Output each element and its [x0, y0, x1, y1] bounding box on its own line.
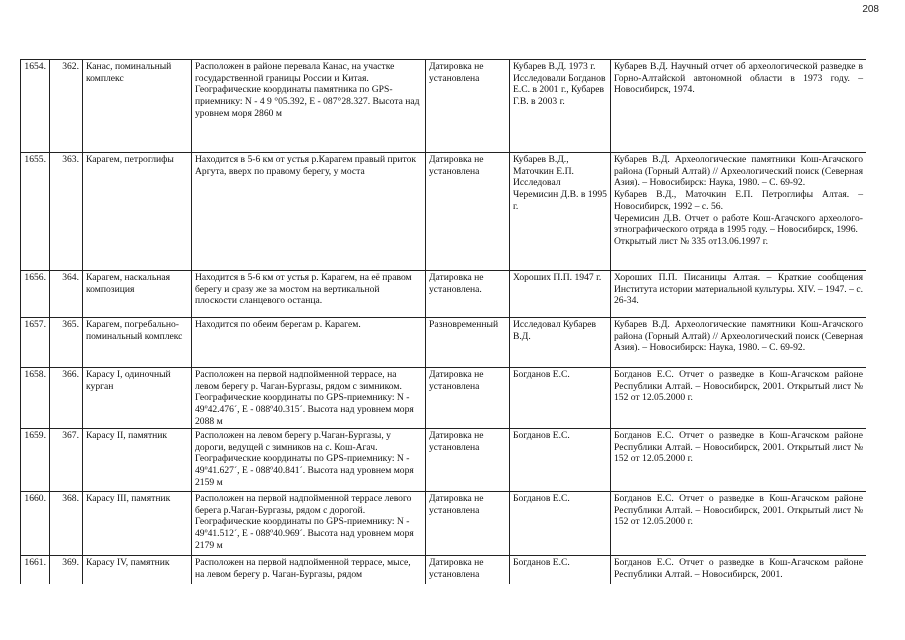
table-row: [21, 271, 867, 318]
references-cell: [611, 429, 867, 492]
local-number-cell: 364.: [50, 271, 83, 318]
location-cell: Расположен в районе перевала Канас, на участке государственной границы России и Китая. Географические координаты памятника по GPS-приемнику: N - 4 9 °05.392, E - 087°28.327. Высота над уровнем моря 2860 м: [192, 60, 426, 153]
references-cell: [611, 368, 867, 429]
monument-name-cell: Карасу IV, памятник: [83, 556, 192, 585]
location-cell: Расположен на первой надпойменной террасе, мысе, на левом берегу р. Чаган-Бургазы, рядом: [192, 556, 426, 585]
monument-name-cell: Карасу III, памятник: [83, 492, 192, 556]
global-number-cell: 1659.: [21, 429, 50, 492]
reference-line: Богданов Е.С. Отчет о разведке в Кош-Агачском районе Республики Алтай. – Новосибирск, 2001.: [614, 557, 863, 580]
reference-line: Кубарев В.Д. Археологические памятники Кош-Агачского района (Горный Алтай) // Археологический поиск (Северная Азия). – Новосибирск: Наука, 1980. – С. 69-92.: [614, 319, 863, 354]
global-number-cell: 1656.: [21, 271, 50, 318]
table-row: [21, 60, 867, 153]
location-cell: Находится в 5-6 км от устья р.Карагем правый приток Аргута, вверх по правому берегу, у моста: [192, 153, 426, 271]
monument-name-cell: Канас, поминальный комплекс: [83, 60, 192, 153]
researchers-cell: Хороших П.П. 1947 г.: [510, 271, 611, 318]
references-cell: [611, 153, 867, 271]
monument-name-cell: Карасу I, одиночный курган: [83, 368, 192, 429]
monument-name-cell: Карагем, наскальная композиция: [83, 271, 192, 318]
researchers-cell: Богданов Е.С.: [510, 492, 611, 556]
table-row: [21, 429, 867, 492]
monument-name-cell: Карагем, петроглифы: [83, 153, 192, 271]
local-number-cell: 368.: [50, 492, 83, 556]
local-number-cell: 365.: [50, 318, 83, 368]
reference-line: Богданов Е.С. Отчет о разведке в Кош-Агачском районе Республики Алтай. – Новосибирск, 2001. Открытый лист № 152 от 12.05.2000 г.: [614, 369, 863, 404]
dating-cell: Датировка не установлена: [426, 153, 510, 271]
local-number-cell: 362.: [50, 60, 83, 153]
global-number-cell: 1658.: [21, 368, 50, 429]
local-number-cell: 366.: [50, 368, 83, 429]
researchers-cell: Богданов Е.С.: [510, 556, 611, 585]
location-cell: Расположен на первой надпойменной террасе левого берега р.Чаган-Бургазы, рядом с дорогой. Географические координаты по GPS-приемнику: N - 49º41.512´, E - 088º40.969´. Высота над уровнем моря 2179 м: [192, 492, 426, 556]
dating-cell: Разновременный: [426, 318, 510, 368]
reference-line: Кубарев В.Д. Научный отчет об археологической разведке в Горно-Алтайской автономной области в 1973 году. – Новосибирск, 1974.: [614, 61, 863, 96]
table-row: [21, 368, 867, 429]
dating-cell: Датировка не установлена: [426, 492, 510, 556]
local-number-cell: 367.: [50, 429, 83, 492]
dating-cell: Датировка не установлена.: [426, 271, 510, 318]
references-cell: [611, 60, 867, 153]
references-cell: [611, 318, 867, 368]
global-number-cell: 1661.: [21, 556, 50, 585]
local-number-cell: 369.: [50, 556, 83, 585]
reference-line: Хороших П.П. Писаницы Алтая. – Краткие сообщения Института истории материальной культуры. XIV. – 1947. – с. 26-34.: [614, 272, 863, 307]
dating-cell: Датировка не установлена: [426, 429, 510, 492]
researchers-cell: Богданов Е.С.: [510, 368, 611, 429]
references-cell: [611, 271, 867, 318]
monument-name-cell: Карагем, погребально-поминальный комплекс: [83, 318, 192, 368]
reference-line: Кубарев В.Д., Маточкин Е.П. Петроглифы Алтая. – Новосибирск, 1992 – с. 56.: [614, 189, 863, 212]
monuments-table: [20, 59, 866, 584]
global-number-cell: 1660.: [21, 492, 50, 556]
global-number-cell: 1657.: [21, 318, 50, 368]
reference-line: Кубарев В.Д. Археологические памятники Кош-Агачского района (Горный Алтай) // Археологический поиск (Северная Азия). – Новосибирск: Наука, 1980. – С. 69-92.: [614, 154, 863, 189]
reference-line: Открытый лист № 335 от13.06.1997 г.: [614, 235, 768, 247]
global-number-cell: 1654.: [21, 60, 50, 153]
global-number-cell: 1655.: [21, 153, 50, 271]
table-body: [21, 60, 867, 585]
reference-line: Черемисин Д.В. Отчет о работе Кош-Агачского археолого-этнографического отряда в 1995 году. – Новосибирск, 1996.: [614, 212, 863, 236]
location-cell: Находится в 5-6 км от устья р. Карагем, на её правом берегу и сразу же за мостом на вертикальной плоскости сланцевого останца.: [192, 271, 426, 318]
monument-name-cell: Карасу II, памятник: [83, 429, 192, 492]
monuments-table-wrapper: [20, 59, 866, 584]
researchers-cell: Кубарев В.Д., Маточкин Е.П. Исследовал Черемисин Д.В. в 1995 г.: [510, 153, 611, 271]
researchers-cell: Исследовал Кубарев В.Д.: [510, 318, 611, 368]
table-row: [21, 556, 867, 585]
researchers-cell: Богданов Е.С.: [510, 429, 611, 492]
references-cell: [611, 492, 867, 556]
researchers-cell: Кубарев В.Д. 1973 г. Исследовали Богданов Е.С. в 2001 г., Кубарев Г.В. в 2003 г.: [510, 60, 611, 153]
dating-cell: Датировка не установлена: [426, 556, 510, 585]
table-row: [21, 318, 867, 368]
location-cell: Расположен на левом берегу р.Чаган-Бургазы, у дороги, ведущей с зимников на с. Кош-Агач. Географические координаты по GPS-приемнику: N - 49º41.627´, E - 088º40.841´. Высота над уровнем моря 2159 м: [192, 429, 426, 492]
references-cell: [611, 556, 867, 585]
dating-cell: Датировка не установлена: [426, 368, 510, 429]
table-row: [21, 492, 867, 556]
location-cell: Расположен на первой надпойменной террасе, на левом берегу р. Чаган-Бургазы, рядом с зимником. Географические координаты по GPS-приемнику: N - 49º42.476´, E - 088º40.315´. Высота над уровнем моря 2088 м: [192, 368, 426, 429]
location-cell: Находится по обеим берегам р. Карагем.: [192, 318, 426, 368]
reference-line: Богданов Е.С. Отчет о разведке в Кош-Агачском районе Республики Алтай. – Новосибирск, 2001. Открытый лист № 152 от 12.05.2000 г.: [614, 493, 863, 528]
table-row: [21, 153, 867, 271]
page-number: 208: [862, 4, 879, 15]
local-number-cell: 363.: [50, 153, 83, 271]
dating-cell: Датировка не установлена: [426, 60, 510, 153]
reference-line: Богданов Е.С. Отчет о разведке в Кош-Агачском районе Республики Алтай. – Новосибирск, 2001. Открытый лист № 152 от 12.05.2000 г.: [614, 430, 863, 465]
